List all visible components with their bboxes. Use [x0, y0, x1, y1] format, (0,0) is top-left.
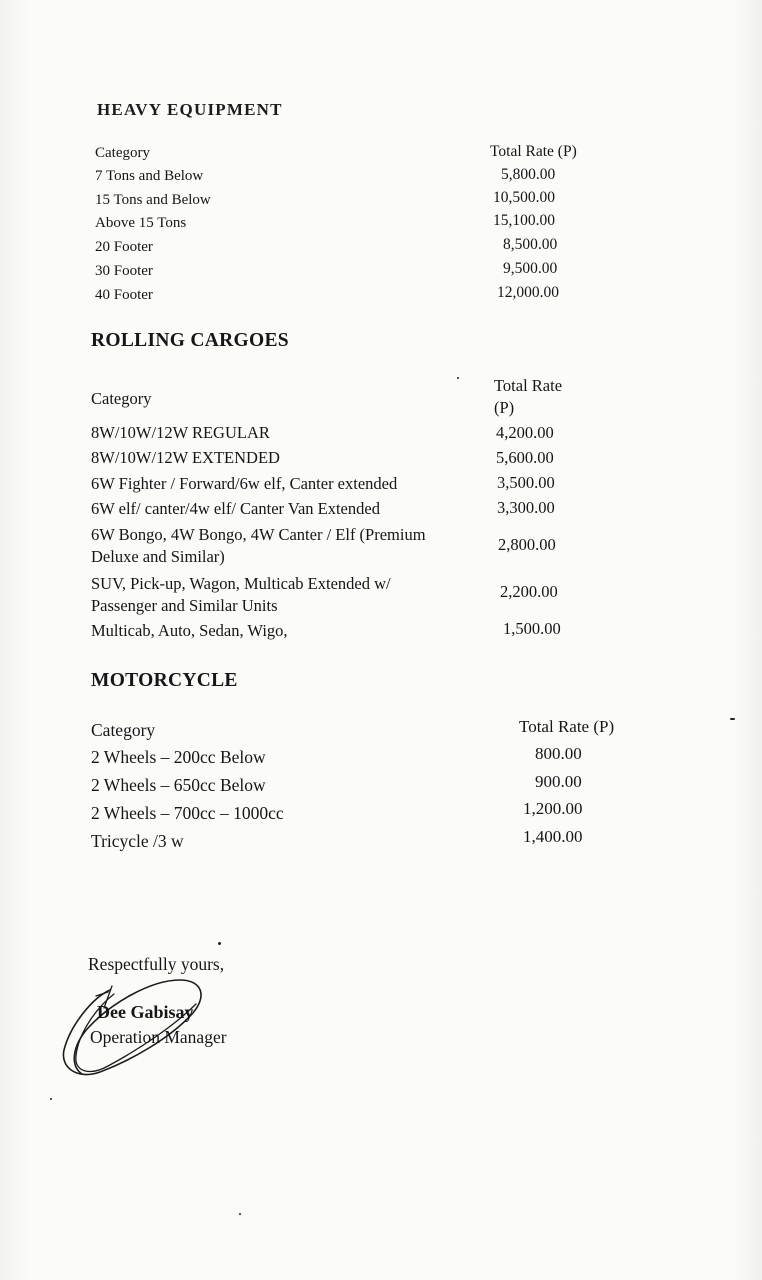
- table-row-rate: 2,200.00: [500, 582, 558, 601]
- table-row-rate: 900.00: [535, 772, 582, 791]
- signatory-position: Operation Manager: [90, 1027, 227, 1047]
- table-row-rate: 800.00: [535, 744, 582, 763]
- scan-speck: [50, 1098, 52, 1100]
- table-row-category: Multicab, Auto, Sedan, Wigo,: [91, 621, 288, 640]
- table-row-rate: 9,500.00: [503, 260, 558, 277]
- rolling-cargoes-title: ROLLING CARGOES: [91, 330, 289, 351]
- table-row-rate: 1,200.00: [523, 799, 583, 818]
- table-row-category: 2 Wheels – 200cc Below: [91, 747, 266, 767]
- table-row-rate: 5,600.00: [496, 448, 554, 467]
- table-row-category: 40 Footer: [95, 287, 153, 303]
- table-row-rate: 12,000.00: [497, 284, 559, 301]
- table-row-rate: 8,500.00: [503, 236, 558, 253]
- scan-speck: [730, 718, 735, 720]
- table-row-rate: 10,500.00: [493, 189, 555, 206]
- table-row-rate: 1,500.00: [503, 619, 561, 638]
- motorcycle-category-header: Category: [91, 720, 156, 740]
- scan-speck: [457, 377, 459, 379]
- scan-speck: [239, 1213, 241, 1215]
- table-row-category: SUV, Pick-up, Wagon, Multicab Extended w/: [91, 574, 391, 593]
- table-row-rate: 5,800.00: [501, 166, 556, 183]
- table-row-category: 20 Footer: [95, 239, 153, 255]
- table-row-category: Above 15 Tons: [95, 215, 187, 231]
- motorcycle-title: MOTORCYCLE: [91, 670, 238, 691]
- table-row-category: 15 Tons and Below: [95, 192, 211, 208]
- heavy-equipment-category-header: Category: [95, 145, 150, 161]
- table-row-category: 30 Footer: [95, 263, 153, 279]
- table-row-category: 8W/10W/12W EXTENDED: [91, 448, 280, 467]
- rolling-cargoes-rate-header: Total Rate: [494, 376, 563, 395]
- table-row-rate: 4,200.00: [496, 423, 554, 442]
- table-row-category: Tricycle /3 w: [91, 831, 184, 851]
- table-row-category: 6W elf/ canter/4w elf/ Canter Van Extended: [91, 499, 380, 518]
- table-row-category: 2 Wheels – 650cc Below: [91, 775, 266, 795]
- table-row-rate: 15,100.00: [493, 212, 555, 229]
- table-row-category-continued: Deluxe and Similar): [91, 547, 225, 566]
- table-row-category: 6W Bongo, 4W Bongo, 4W Canter / Elf (Premium: [91, 525, 426, 544]
- table-row-category: 8W/10W/12W REGULAR: [91, 423, 270, 442]
- table-row-category: 7 Tons and Below: [95, 168, 204, 184]
- motorcycle-rate-header: Total Rate (P): [519, 717, 615, 736]
- scan-speck: [218, 942, 221, 945]
- salutation: Respectfully yours,: [88, 954, 225, 974]
- table-row-rate: 3,500.00: [497, 473, 555, 492]
- rolling-cargoes-rate-header-unit: (P): [494, 398, 515, 417]
- table-row-rate: 1,400.00: [523, 827, 583, 846]
- table-row-category: 6W Fighter / Forward/6w elf, Canter extended: [91, 474, 398, 493]
- heavy-equipment-title: HEAVY EQUIPMENT: [97, 100, 283, 119]
- table-row-category-continued: Passenger and Similar Units: [91, 596, 278, 615]
- table-row-rate: 3,300.00: [497, 498, 555, 517]
- rolling-cargoes-category-header: Category: [91, 389, 152, 408]
- table-row-rate: 2,800.00: [498, 535, 556, 554]
- table-row-category: 2 Wheels – 700cc – 1000cc: [91, 803, 284, 823]
- heavy-equipment-rate-header: Total Rate (P): [490, 143, 577, 160]
- signatory-name: Dee Gabisay: [97, 1002, 194, 1022]
